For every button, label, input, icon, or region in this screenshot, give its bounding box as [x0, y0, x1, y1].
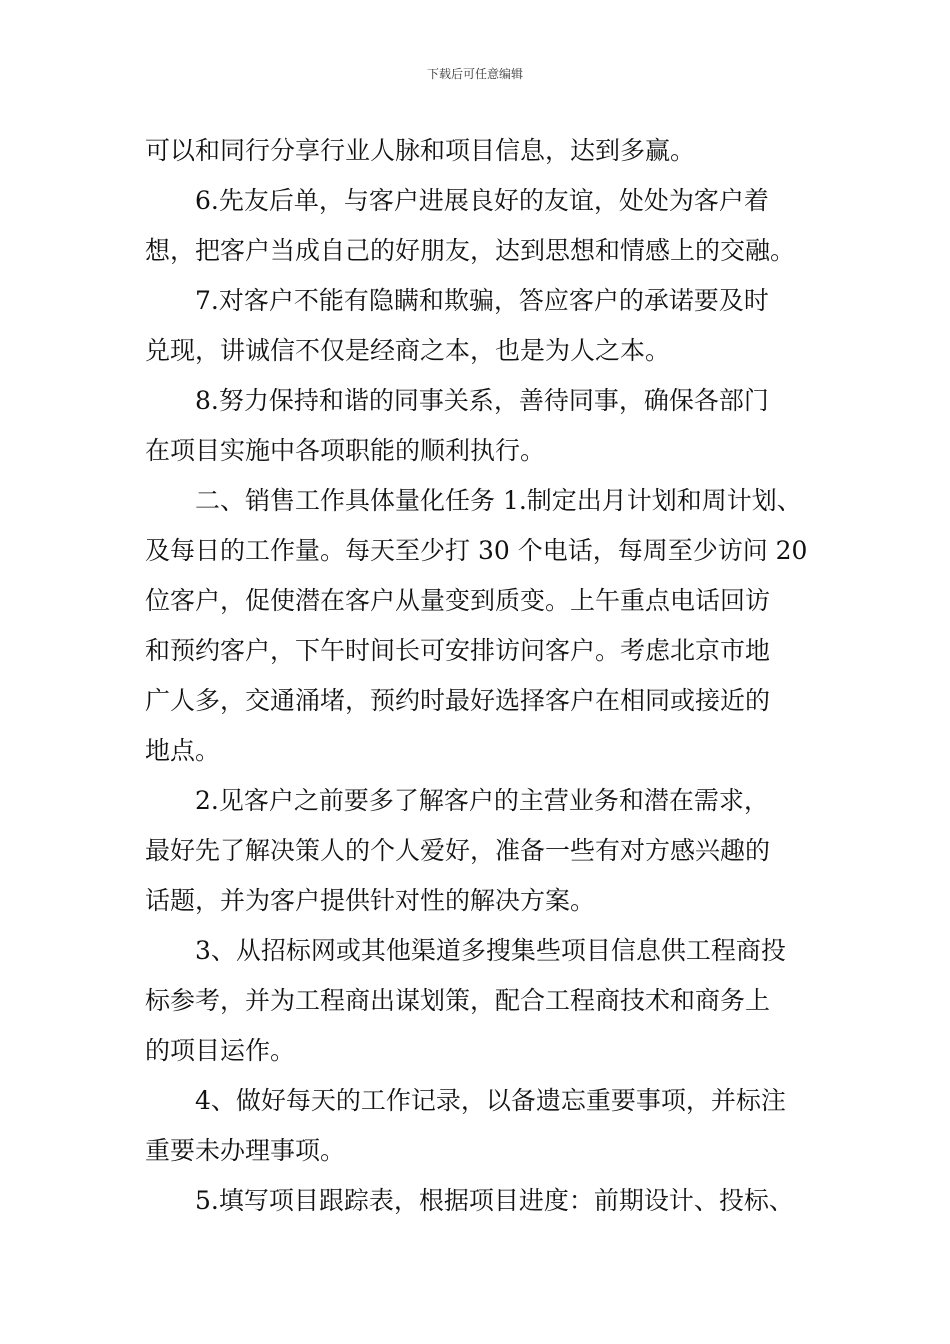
- text-line: 话题，并为客户提供针对性的解决方案。: [145, 886, 596, 915]
- text-line: 广人多，交通涌堵，预约时最好选择客户在相同或接近的: [145, 686, 771, 715]
- text-line: 可以和同行分享行业人脉和项目信息，达到多赢。: [145, 136, 696, 165]
- text-line: 标参考，并为工程商出谋划策，配合工程商技术和商务上: [145, 986, 771, 1015]
- text-line: 6.先友后单，与客户进展良好的友谊，处处为客户着: [195, 186, 769, 215]
- text-line: 3、从招标网或其他渠道多搜集些项目信息供工程商投: [195, 936, 786, 965]
- text-line: 2.见客户之前要多了解客户的主营业务和潜在需求，: [195, 786, 769, 815]
- text-line: 5.填写项目跟踪表，根据项目进度：前期设计、投标、: [195, 1186, 794, 1215]
- text-line: 和预约客户，下午时间长可安排访问客户。考虑北京市地: [145, 636, 771, 665]
- text-line: 二、销售工作具体量化任务 1.制定出月计划和周计划、: [195, 486, 802, 515]
- text-line: 最好先了解决策人的个人爱好，准备一些有对方感兴趣的: [145, 836, 771, 865]
- text-line: 地点。: [145, 736, 221, 765]
- text-line: 位客户，促使潜在客户从量变到质变。上午重点电话回访: [145, 586, 771, 615]
- text-line: 兑现，讲诚信不仅是经商之本，也是为人之本。: [145, 336, 671, 365]
- text-line: 及每日的工作量。每天至少打 30 个电话，每周至少访问 20: [145, 536, 808, 565]
- text-line: 想，把客户当成自己的好朋友，达到思想和情感上的交融。: [145, 236, 796, 265]
- text-line: 重要未办理事项。: [145, 1136, 346, 1165]
- text-line: 7.对客户不能有隐瞒和欺骗，答应客户的承诺要及时: [195, 286, 769, 315]
- text-line: 4、做好每天的工作记录，以备遗忘重要事项，并标注: [195, 1086, 786, 1115]
- document-body: [145, 126, 821, 1226]
- page-header: 下载后可任意编辑: [426, 67, 523, 81]
- text-line: 在项目实施中各项职能的顺利执行。: [145, 436, 546, 465]
- text-line: 8.努力保持和谐的同事关系，善待同事，确保各部门: [195, 386, 769, 415]
- text-line: 的项目运作。: [145, 1036, 296, 1065]
